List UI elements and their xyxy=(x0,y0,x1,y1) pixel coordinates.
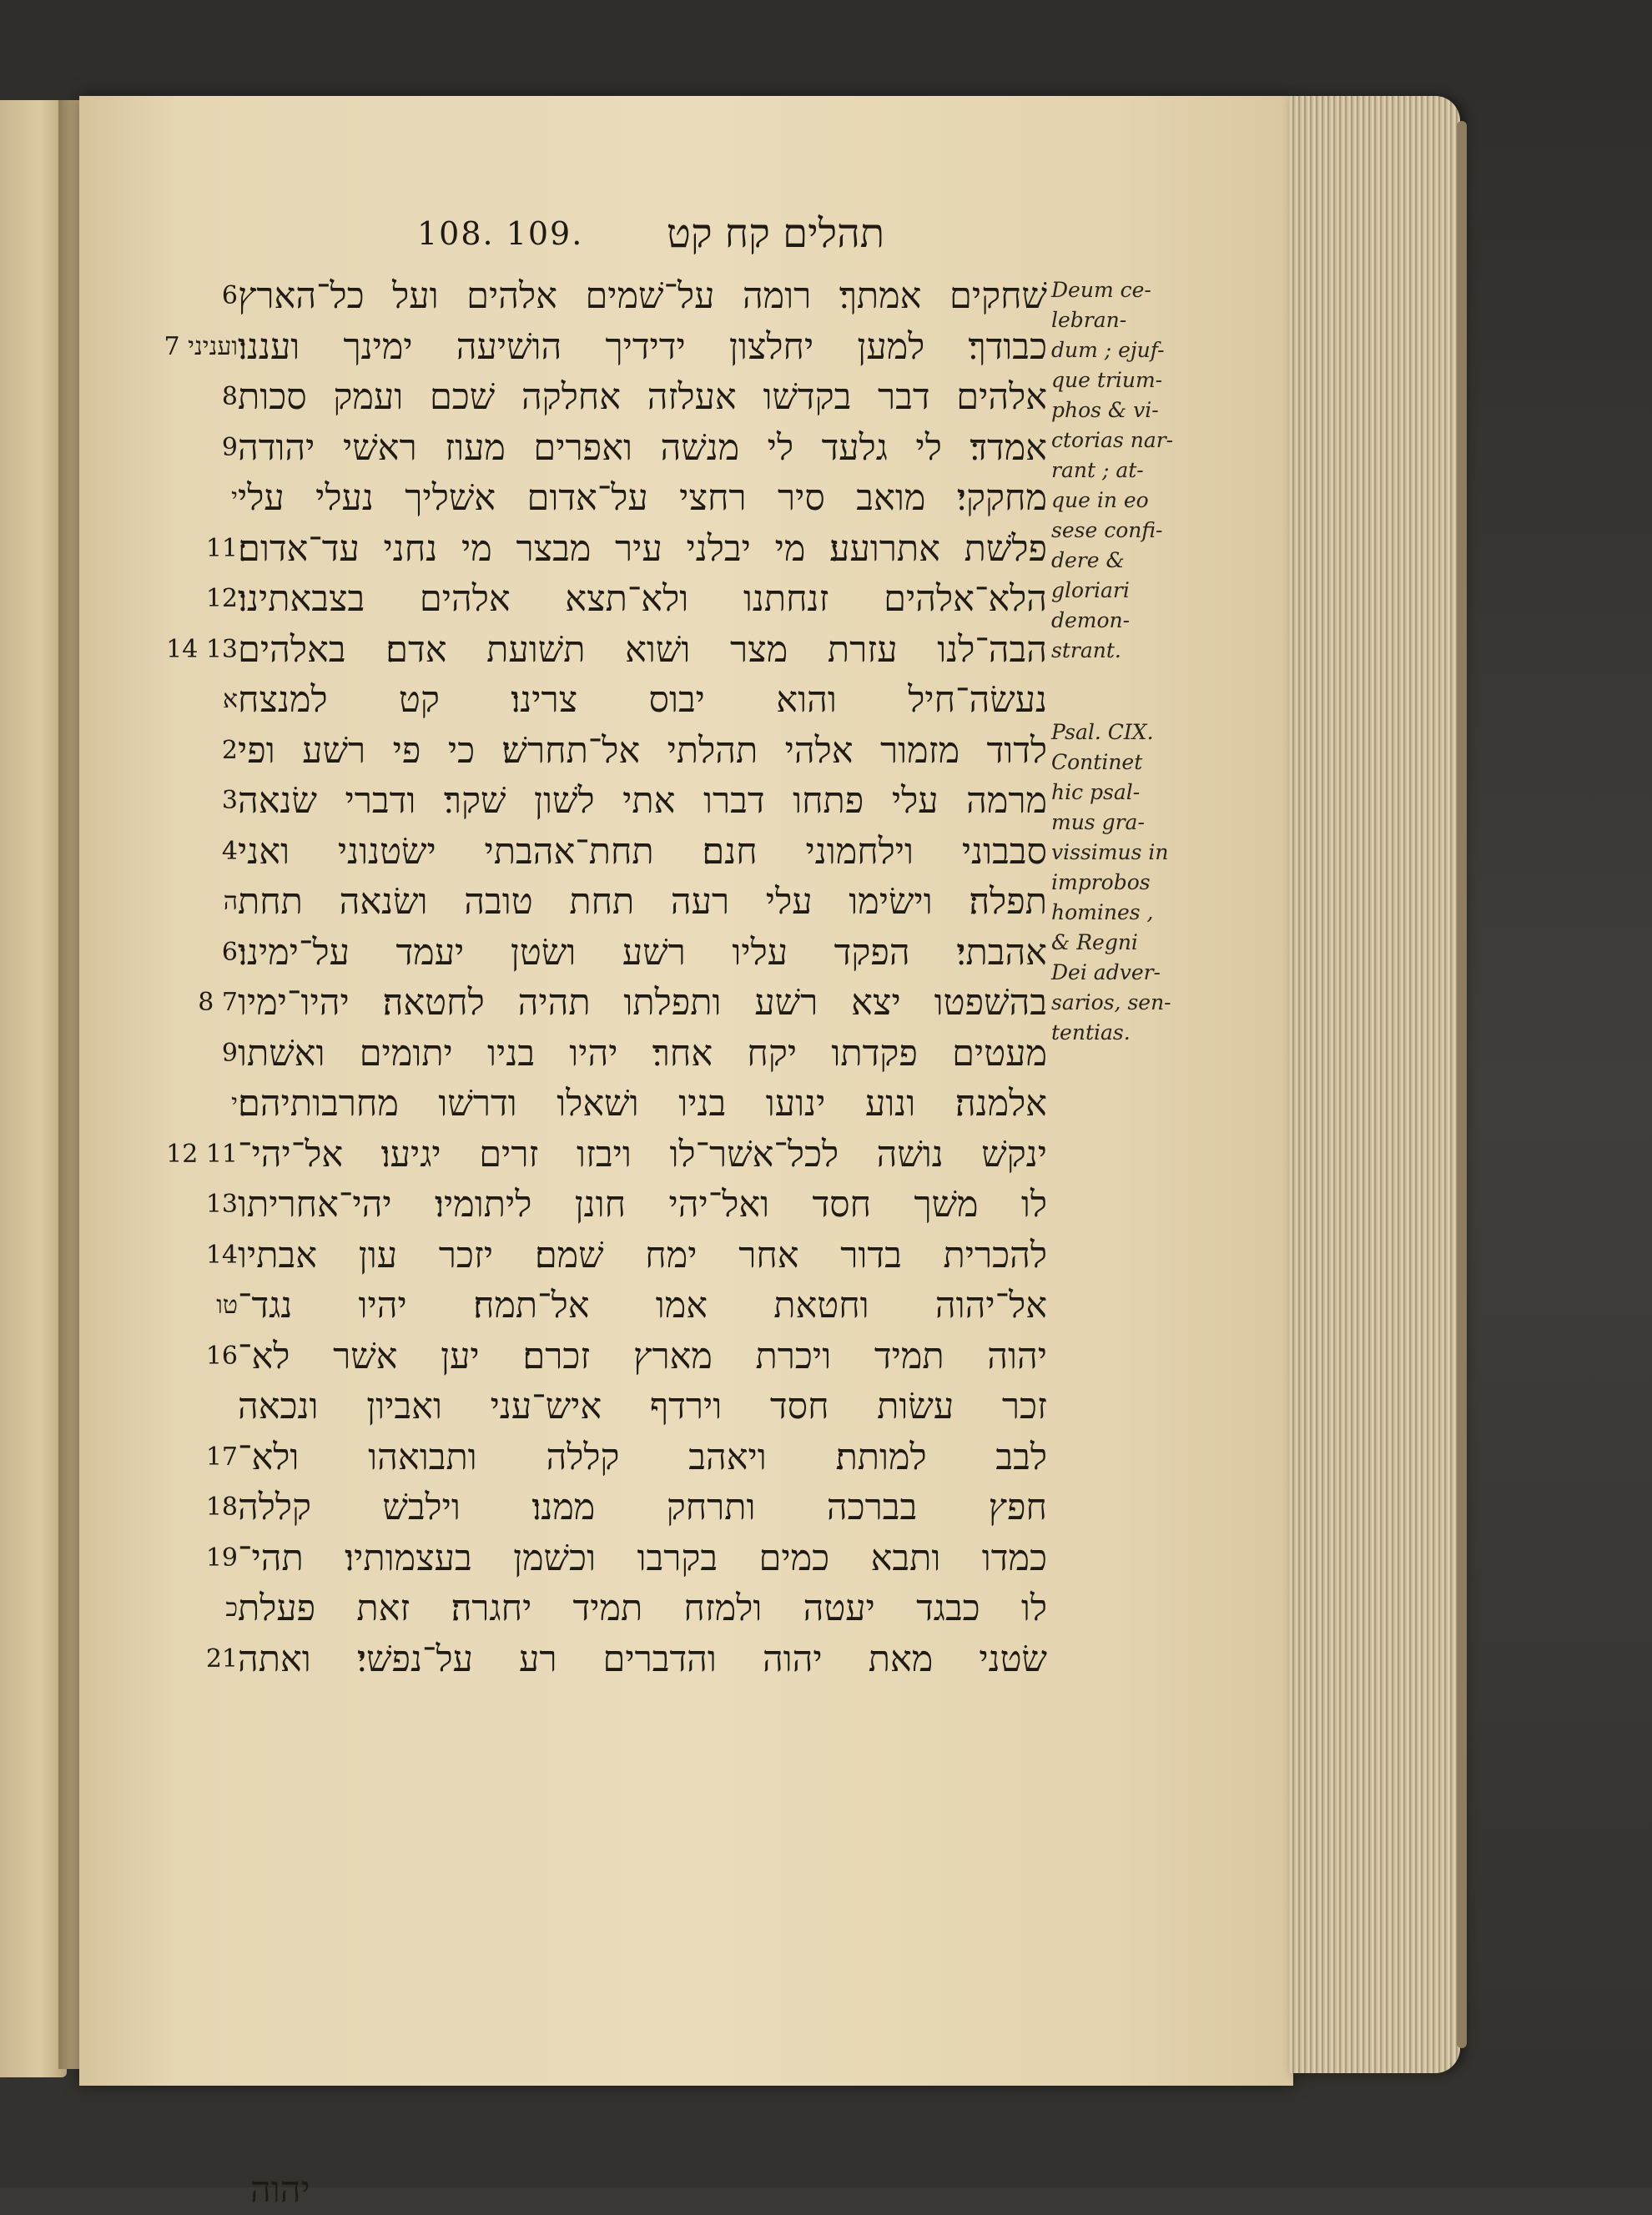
margin-note-line: homines , xyxy=(1051,900,1154,924)
text-line: אהבתי׃ הפקד עליו רשׁע ושׂטן יעמד על־ימינו׃ xyxy=(238,932,1047,974)
margin-note-line: tentias. xyxy=(1051,1020,1131,1045)
text-line: סבבוני וילחמוני חנם׃ תחת־אהבתי ישׂטנוני ואני xyxy=(238,831,1047,873)
margin-note-line: lebran- xyxy=(1051,308,1127,332)
text-line: לבב למותת׃ ויאהב קללה ותבואהו ולא־ xyxy=(238,1437,1047,1478)
text-line: חפץ בברכה ותרחק ממנו׃ וילבשׁ קללה xyxy=(238,1487,1047,1528)
verse-number: 8 7 xyxy=(198,988,238,1017)
verse-number: 17 xyxy=(205,1442,238,1472)
verse-number: 4 xyxy=(221,837,238,866)
text-line: מרמה עלי פתחו דברו אתי לשׁון שׁקר׃ ודברי שׂנאה xyxy=(238,780,1047,822)
verse-number: טו xyxy=(216,1291,238,1320)
verse-number: 8 xyxy=(221,382,238,411)
text-line: אל־יהוה וחטאת אמו אל־תמח׃ יהיו נגד־ xyxy=(238,1285,1047,1326)
header-psalm-numbers: 108. 109. xyxy=(417,215,584,252)
text-line: להכרית בדור אחר ימח שׁמם׃ יזכר עון אבתיו xyxy=(238,1235,1047,1276)
verse-number: א xyxy=(222,685,238,714)
verse-number xyxy=(154,1382,238,1432)
margin-note-line: sarios, sen- xyxy=(1051,990,1171,1014)
text-line: לו כבגד יעטה ולמזח תמיד יחגרה׃ זאת פעלת xyxy=(238,1588,1047,1629)
verse-number: כ xyxy=(225,1593,238,1623)
verse-number: 18 xyxy=(205,1493,238,1522)
margin-note-line: que in eo xyxy=(1051,488,1149,512)
text-line: הלא־אלהים זנחתנו ולא־תצא אלהים בצבאתינו׃ xyxy=(238,578,1047,620)
text-line: נעשׂה־חיל והוא יבוס צרינו׃ קט למנצח xyxy=(238,679,1047,721)
margin-note-line: rant ; at- xyxy=(1051,458,1144,482)
margin-note-line: gloriari xyxy=(1051,578,1130,602)
text-line: מעטים פקדתו יקח אחר׃ יהיו בניו יתומים ואשׁתו xyxy=(238,1033,1047,1075)
margin-note-line: strant. xyxy=(1051,638,1121,662)
margin-note-line: que trium- xyxy=(1051,368,1163,392)
text-line: מחקקי׃ מואב סיר רחצי על־אדום אשׁליך נעלי עלי xyxy=(238,477,1047,519)
running-head xyxy=(417,209,884,259)
margin-note-line: Continet xyxy=(1051,750,1143,774)
margin-note-line: hic psal- xyxy=(1051,780,1141,804)
margin-note-line: & Regni xyxy=(1051,930,1138,954)
text-line: הבה־לנו עזרת מצר ושׁוא תשׁועת אדם׃ באלהים xyxy=(238,629,1047,671)
margin-note-line: mus gra- xyxy=(1051,810,1145,834)
margin-note-psalm-109 xyxy=(1051,717,1185,1048)
margin-note-line: demon- xyxy=(1051,608,1131,632)
verse-number: 9 xyxy=(221,1039,238,1068)
verse-number: י xyxy=(231,483,238,512)
text-line: ינקשׁ נושׁה לכל־אשׁר־לו ויבזו זרים יגיעו׃ אל־יהי־ xyxy=(238,1134,1047,1175)
text-line: כמדו ותבא כמים בקרבו וכשׁמן בעצמותיו׃ תהי־ xyxy=(238,1538,1047,1579)
text-line: שׁחקים אמתך׃ רומה על־שׁמים אלהים ועל כל־הארץ xyxy=(238,275,1047,317)
margin-note-line: ctorias nar- xyxy=(1051,428,1174,452)
text-line: לו משׁך חסד ואל־יהי חונן ליתומיו׃ יהי־אחריתו xyxy=(238,1184,1047,1226)
text-line: שׂטני מאת יהוה והדברים רע על־נפשׁי׃ ואתה xyxy=(238,1639,1047,1680)
margin-note-line: phos & vi- xyxy=(1051,398,1159,422)
text-line: אלמנה׃ ונוע ינועו בניו ושׁאלו ודרשׁו מחרבותיהם׃ xyxy=(238,1083,1047,1125)
text-line: בהשׁפטו יצא רשׁע ותפלתו תהיה לחטאה׃ יהיו־ימיו xyxy=(238,982,1047,1024)
text-line: לדוד מזמור אלהי תהלתי אל־תחרשׁ׃ כי פי רשׁע ופי xyxy=(238,730,1047,772)
margin-note-line: vissimus in xyxy=(1051,840,1169,864)
verse-number: 2 xyxy=(221,736,238,765)
verse-number: 14 13 xyxy=(166,635,238,664)
margin-note-line: sese confi- xyxy=(1051,518,1163,542)
text-line: פלשׁת אתרועע׃ מי יבלני עיר מבצר מי נחני עד־אדום׃ xyxy=(238,528,1047,570)
verse-number: 3 xyxy=(221,786,238,815)
verse-number: י xyxy=(231,1089,238,1118)
verse-number: 9 xyxy=(221,433,238,462)
verse-number: 21 xyxy=(205,1644,238,1674)
text-line: כבודך׃ למען יחלצון ידידיך הושׁיעה ימינך ועננו׃ xyxy=(238,326,1047,368)
header-title: תהלים קח קט xyxy=(666,210,884,257)
margin-note-line: improbos xyxy=(1051,870,1151,894)
verse-number: 12 11 xyxy=(166,1140,238,1169)
margin-note-line: Deum ce- xyxy=(1051,278,1151,302)
verse-number: 16 xyxy=(205,1342,238,1371)
margin-note-line: Dei adver- xyxy=(1051,960,1161,984)
text-line: אמדד׃ לי גלעד לי מנשׁה ואפרים מעוז ראשׁי יהודה xyxy=(238,427,1047,469)
verse-number: 19 xyxy=(205,1543,238,1573)
verse-number: 6 xyxy=(221,938,238,967)
verse-number: 11 xyxy=(205,534,238,563)
margin-note-line: dere & xyxy=(1051,548,1125,572)
verse-number: ה xyxy=(223,887,238,916)
text-line: תפלה׃ וישׂימו עלי רעה תחת טובה ושׂנאה תחת xyxy=(238,881,1047,923)
verse-number: 12 xyxy=(205,584,238,613)
text-line: אלהים דבר בקדשׁו אעלזה אחלקה שׁכם ועמק סכות xyxy=(238,376,1047,418)
verse-number: 14 xyxy=(205,1241,238,1270)
text-line: זכר עשׂות חסד וירדף איש־עני ואביון ונכאה xyxy=(238,1386,1047,1427)
text-line: יהוה תמיד ויכרת מארץ זכרם׃ יען אשׁר לא־ xyxy=(238,1336,1047,1377)
margin-note-line: Psal. CIX. xyxy=(1051,720,1154,744)
verse-number: 6 xyxy=(221,281,238,310)
verse-number: 7 ועניני xyxy=(164,332,238,361)
margin-note-line: dum ; ejuf- xyxy=(1051,338,1165,362)
margin-note-psalm-108 xyxy=(1051,275,1185,666)
catchword: יהוה xyxy=(250,2169,310,2211)
verse-number: 13 xyxy=(205,1190,238,1219)
